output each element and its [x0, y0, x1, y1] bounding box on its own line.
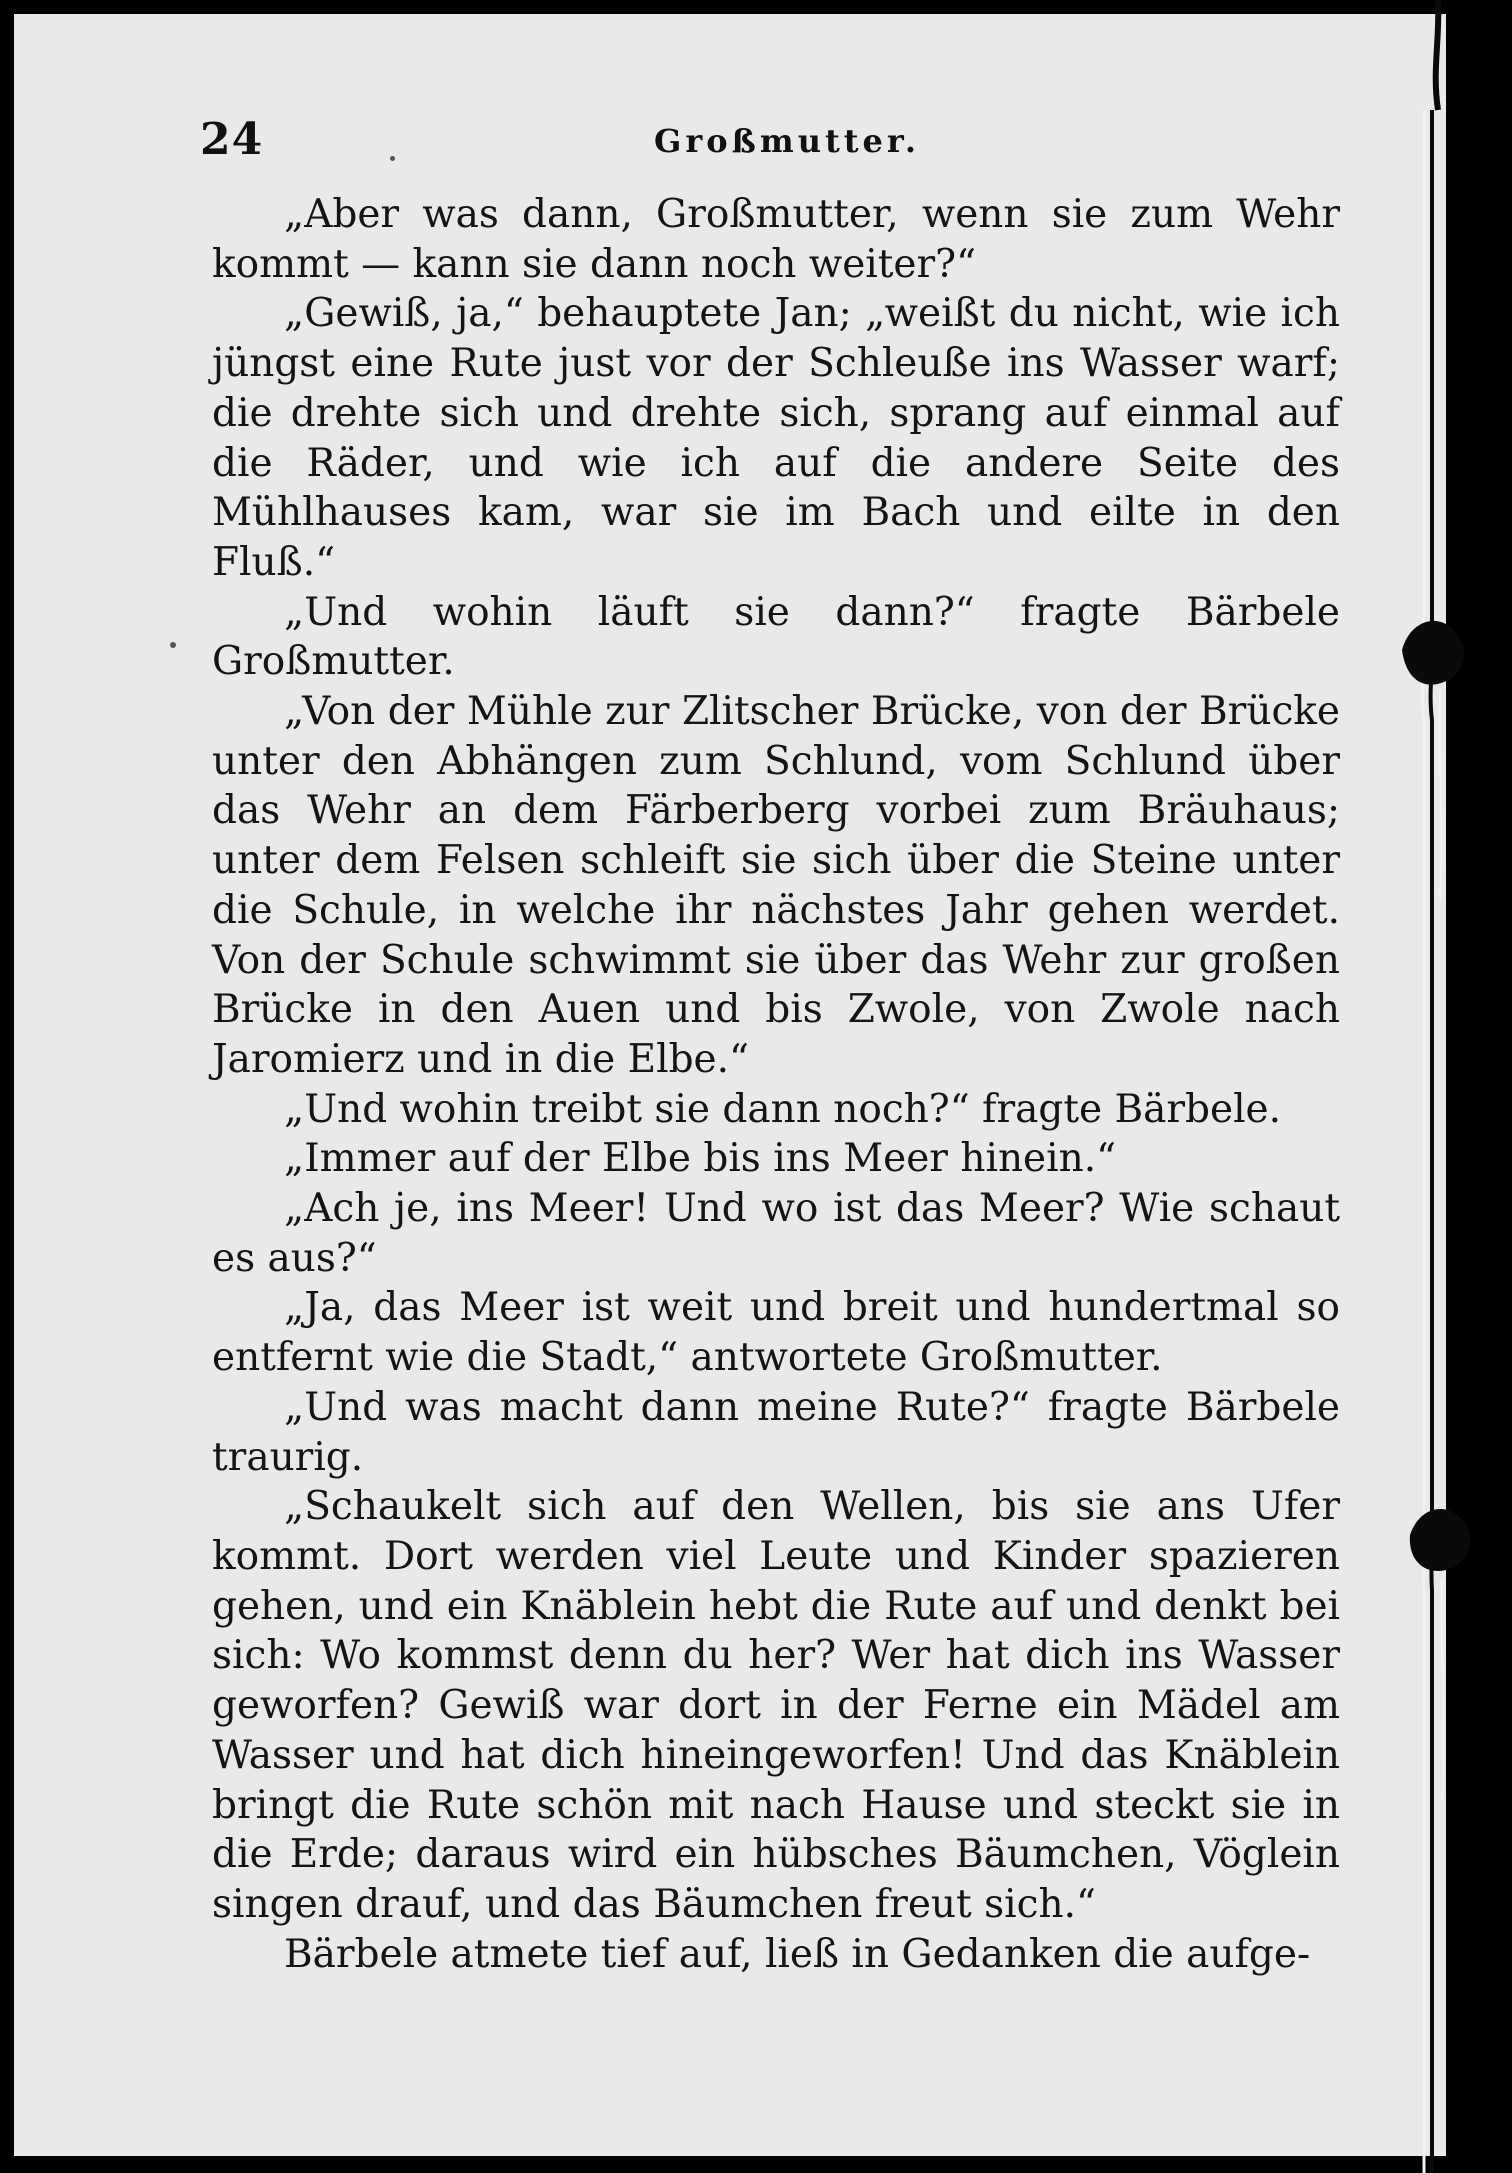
body-text: [212, 190, 1340, 1979]
paragraph: „Und was macht dann meine Rute?“ fragte Bärbele traurig.: [212, 1384, 1340, 1480]
paper-speck: [390, 156, 395, 161]
book-page: [14, 14, 1446, 2156]
binding-thread: [1380, 0, 1512, 2173]
paragraph: „Aber was dann, Großmutter, wenn sie zum Wehr kommt — kann sie dann noch weiter?“: [212, 192, 1340, 287]
paper-speck: [170, 642, 176, 648]
paragraph: „Von der Mühle zur Zlitscher Brücke, von der Brücke unter den Abhängen zum Schlund, vom Schlund über das Wehr an dem Färberberg vorbei zum Bräuhaus; unter dem Felsen schleift sie sich über die Steine unter die Schule, in welche ihr nächstes Jahr gehen werdet. Von der Schule schwimmt sie über das Wehr zur großen Brücke in den Auen und bis Zwole, von Zwole nach Jaromierz und in die Elbe.“: [212, 689, 1340, 1082]
paragraph: Bärbele atmete tief auf, ließ in Gedanken die aufge-: [284, 1931, 1311, 1977]
paragraph: „Schaukelt sich auf den Wellen, bis sie ans Ufer kommt. Dort werden viel Leute und Kinder spazieren gehen, und ein Knäblein hebt die Rute auf und denkt bei sich: Wo kommst denn du her? Wer hat dich ins Wasser geworfen? Gewiß war dort in der Ferne ein Mädel am Wasser und hat dich hineingeworfen! Und das Knäblein bringt die Rute schön mit nach Hause und steckt sie in die Erde; daraus wird ein hübsches Bäumchen, Vöglein singen drauf, und das Bäumchen freut sich.“: [212, 1484, 1340, 1927]
paragraph: „Und wohin treibt sie dann noch?“ fragte Bärbele.: [284, 1086, 1282, 1132]
page-number: 24: [200, 114, 264, 165]
binding-knot-upper: [1402, 621, 1464, 685]
running-title: Großmutter.: [654, 122, 920, 160]
paragraph: „Und wohin läuft sie dann?“ fragte Bärbele Großmutter.: [212, 589, 1340, 685]
binding-knot-lower: [1410, 1509, 1470, 1571]
paragraph: „Immer auf der Elbe bis ins Meer hinein.“: [284, 1136, 1117, 1182]
paragraph: „Gewiß, ja,“ behauptete Jan; „weißt du nicht, wie ich jüngst eine Rute just vor der Schleuße ins Wasser warf; die drehte sich und drehte sich, sprang auf einmal auf die Räder, und wie ich auf die andere Seite des Mühlhauses kam, war sie im Bach und eilte in den Fluß.“: [212, 291, 1340, 585]
paragraph: „Ach je, ins Meer! Und wo ist das Meer? Wie schaut es aus?“: [212, 1186, 1340, 1281]
paragraph: „Ja, das Meer ist weit und breit und hundertmal so entfernt wie die Stadt,“ antwortete Großmutter.: [212, 1285, 1340, 1381]
